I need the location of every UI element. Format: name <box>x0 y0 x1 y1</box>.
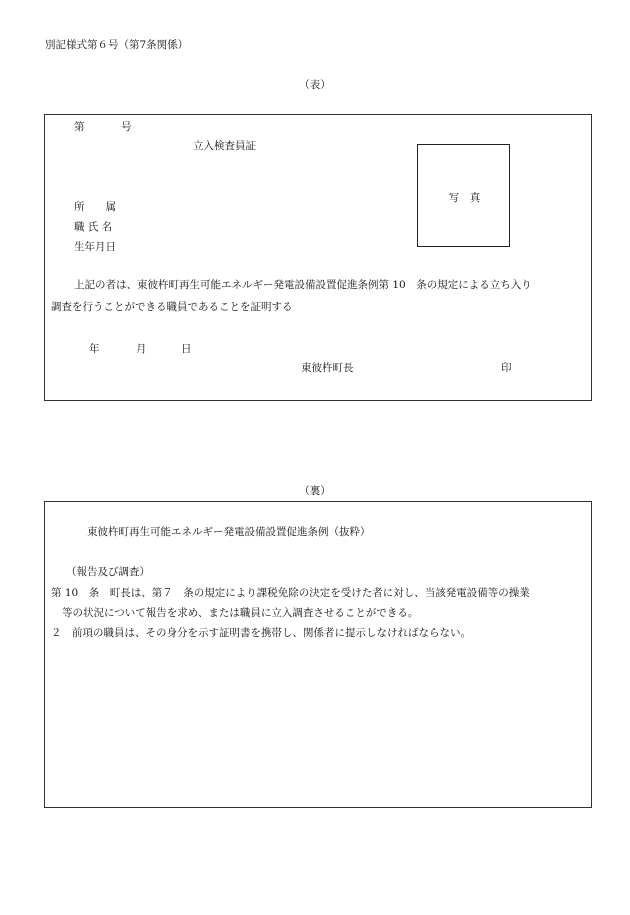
article-heading: （報告及び調査） <box>66 566 150 578</box>
issuer: 東彼杵町長 <box>301 362 354 374</box>
paragraph-2: ２ 前項の職員は、その身分を示す証明書を携帯し、関係者に提示しなければならない。 <box>51 627 471 639</box>
number-prefix: 第 <box>74 121 85 133</box>
field-name: 職 氏 名 <box>74 221 113 233</box>
field-affiliation: 所 属 <box>74 201 116 213</box>
article-line-1: 第 10 条 町長は、第７ 条の規定により課税免除の決定を受けた者に対し、当該発電設備等の操業 <box>51 587 530 599</box>
seal-mark: 印 <box>501 362 512 374</box>
front-section-label: （表） <box>299 79 331 91</box>
field-birthdate: 生年月日 <box>74 241 116 253</box>
date-year: 年 <box>89 343 100 355</box>
date-day: 日 <box>181 343 192 355</box>
photo-area <box>417 144 510 247</box>
card-title: 立入検査員証 <box>193 140 256 152</box>
number-suffix: 号 <box>121 121 132 133</box>
back-card <box>44 501 592 808</box>
date-month: 月 <box>136 343 147 355</box>
front-card <box>44 114 592 401</box>
article-line-2: 等の状況について報告を求め、または職員に立入調査させることができる。 <box>62 607 419 619</box>
certification-line-2: 調査を行うことができる職員であることを証明する <box>51 301 293 313</box>
photo-label: 写 真 <box>448 192 481 204</box>
form-label: 別記様式第６号（第7条関係） <box>45 39 189 51</box>
ordinance-title: 東彼杵町再生可能エネルギー発電設備設置促進条例（抜粋） <box>87 526 371 538</box>
certification-line-1: 上記の者は、東彼杵町再生可能エネルギー発電設備設置促進条例第 10 条の規定による立ち入り <box>74 279 532 291</box>
back-section-label: （裏） <box>299 485 331 497</box>
